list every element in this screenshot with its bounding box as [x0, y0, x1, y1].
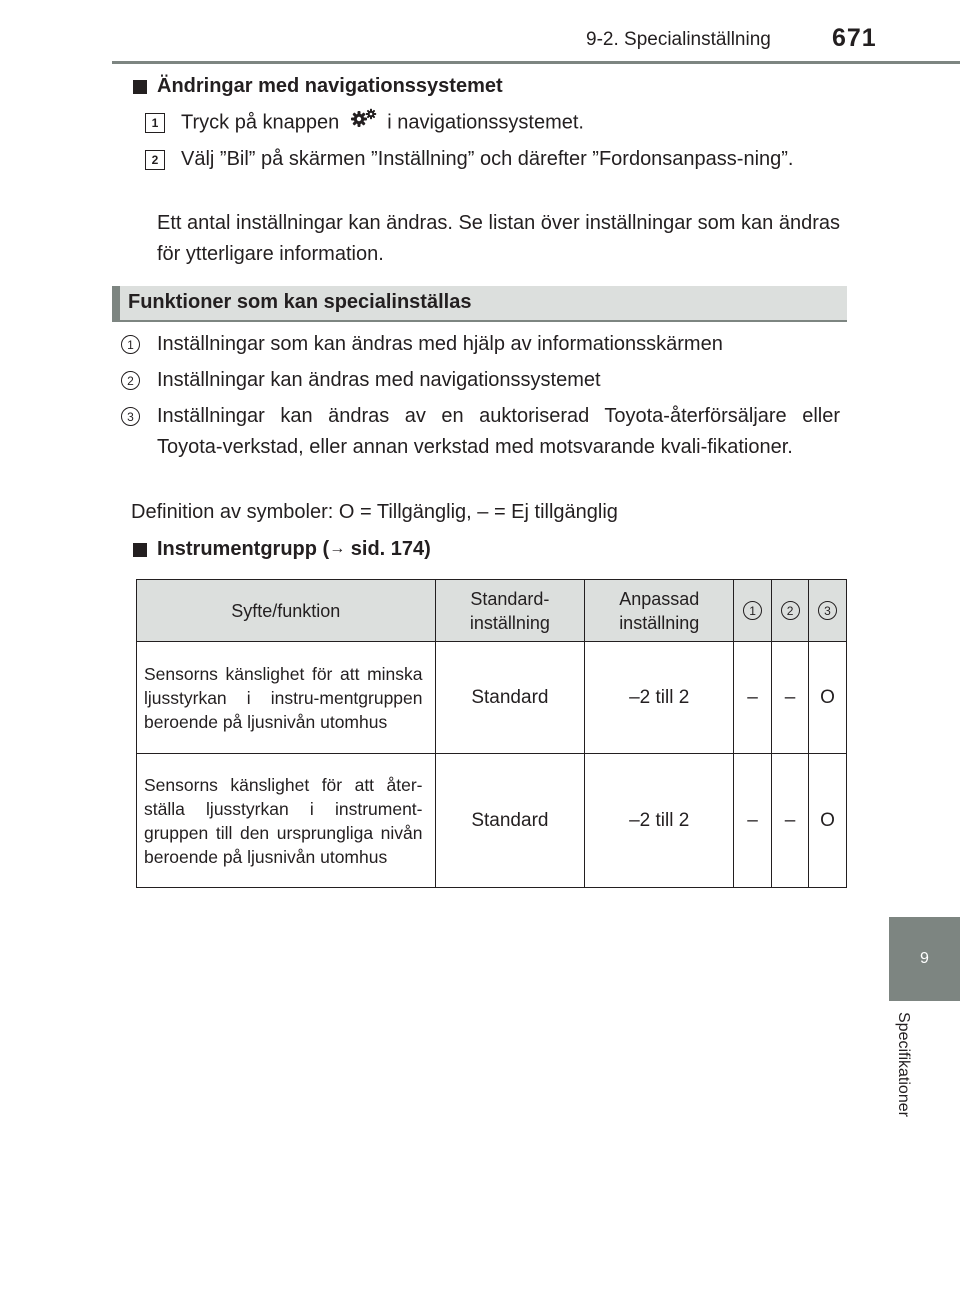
header-divider — [112, 61, 960, 64]
function-item-1: Inställningar som kan ändras med hjälp av informationsskärmen — [157, 333, 723, 355]
row-method-2: – — [772, 754, 809, 888]
row-custom: –2 till 2 — [585, 642, 734, 754]
row-method-2: – — [772, 642, 809, 754]
function-item-2: Inställningar kan ändras med navigationssystemet — [157, 369, 601, 391]
header-purpose: Syfte/funktion — [137, 580, 436, 642]
nav-section-heading: Ändringar med navigationssystemet — [133, 75, 503, 98]
row-custom: –2 till 2 — [585, 754, 734, 888]
settings-gear-icon — [349, 107, 379, 139]
section-accent — [112, 286, 120, 320]
table-row — [137, 642, 847, 754]
step-number-2: 2 — [145, 150, 165, 170]
header-default-setting: Standard- inställning — [435, 580, 585, 642]
row-default: Standard — [435, 642, 585, 754]
item-number-1: 1 — [121, 335, 140, 354]
header-custom-setting: Anpassad inställning — [585, 580, 734, 642]
row-purpose: Sensorns känslighet för att åter-ställa ljusstyrkan i instrument-gruppen till den ursprungliga nivån beroende på ljusnivån utomhus — [137, 754, 436, 888]
chapter-number: 9 — [920, 950, 929, 967]
item-number-2: 2 — [121, 371, 140, 390]
page-number: 671 — [832, 24, 877, 52]
table-header-row — [137, 580, 847, 642]
row-purpose: Sensorns känslighet för att minska ljusstyrkan i instru-mentgruppen beroende på ljusnivån utomhus — [137, 642, 436, 754]
header-method-2: 2 — [772, 580, 809, 642]
row-method-3: O — [809, 754, 847, 888]
page-reference-link[interactable]: sid. 174) — [345, 538, 431, 560]
section-title: 9-2. Specialinställning — [586, 29, 771, 50]
header-method-1: 1 — [734, 580, 772, 642]
row-method-3: O — [809, 642, 847, 754]
nav-note: Ett antal inställningar kan ändras. Se listan över inställningar som kan ändras för ytterligare information. — [157, 212, 840, 265]
step-1-text: Tryck på knappen i navigationssystemet. — [181, 107, 584, 139]
table-row — [137, 754, 847, 888]
header-method-3: 3 — [809, 580, 847, 642]
functions-section-header — [112, 286, 847, 322]
symbol-definition: Definition av symboler: O = Tillgänglig, – = Ej tillgänglig — [131, 501, 618, 523]
square-bullet-icon — [133, 80, 147, 94]
row-method-1: – — [734, 642, 772, 754]
row-method-1: – — [734, 754, 772, 888]
item-number-3: 3 — [121, 407, 140, 426]
settings-table — [136, 579, 847, 888]
chapter-tab[interactable] — [889, 917, 960, 1001]
function-item-3: Inställningar kan ändras av en auktoriserad Toyota-återförsäljare eller Toyota-verkstad, eller annan verkstad med motsvarande kvali-fikationer. — [157, 405, 840, 458]
square-bullet-icon — [133, 543, 147, 557]
step-number-1: 1 — [145, 113, 165, 133]
functions-section-title: Funktioner som kan specialinställas — [128, 291, 472, 313]
row-default: Standard — [435, 754, 585, 888]
chapter-label: Specifikationer — [895, 1012, 912, 1117]
instrument-section-heading: Instrumentgrupp (→ sid. 174) — [133, 538, 431, 561]
arrow-right-icon: → — [329, 540, 346, 557]
step-2-text: Välj ”Bil” på skärmen ”Inställning” och därefter ”Fordonsanpass-ning”. — [181, 148, 794, 170]
